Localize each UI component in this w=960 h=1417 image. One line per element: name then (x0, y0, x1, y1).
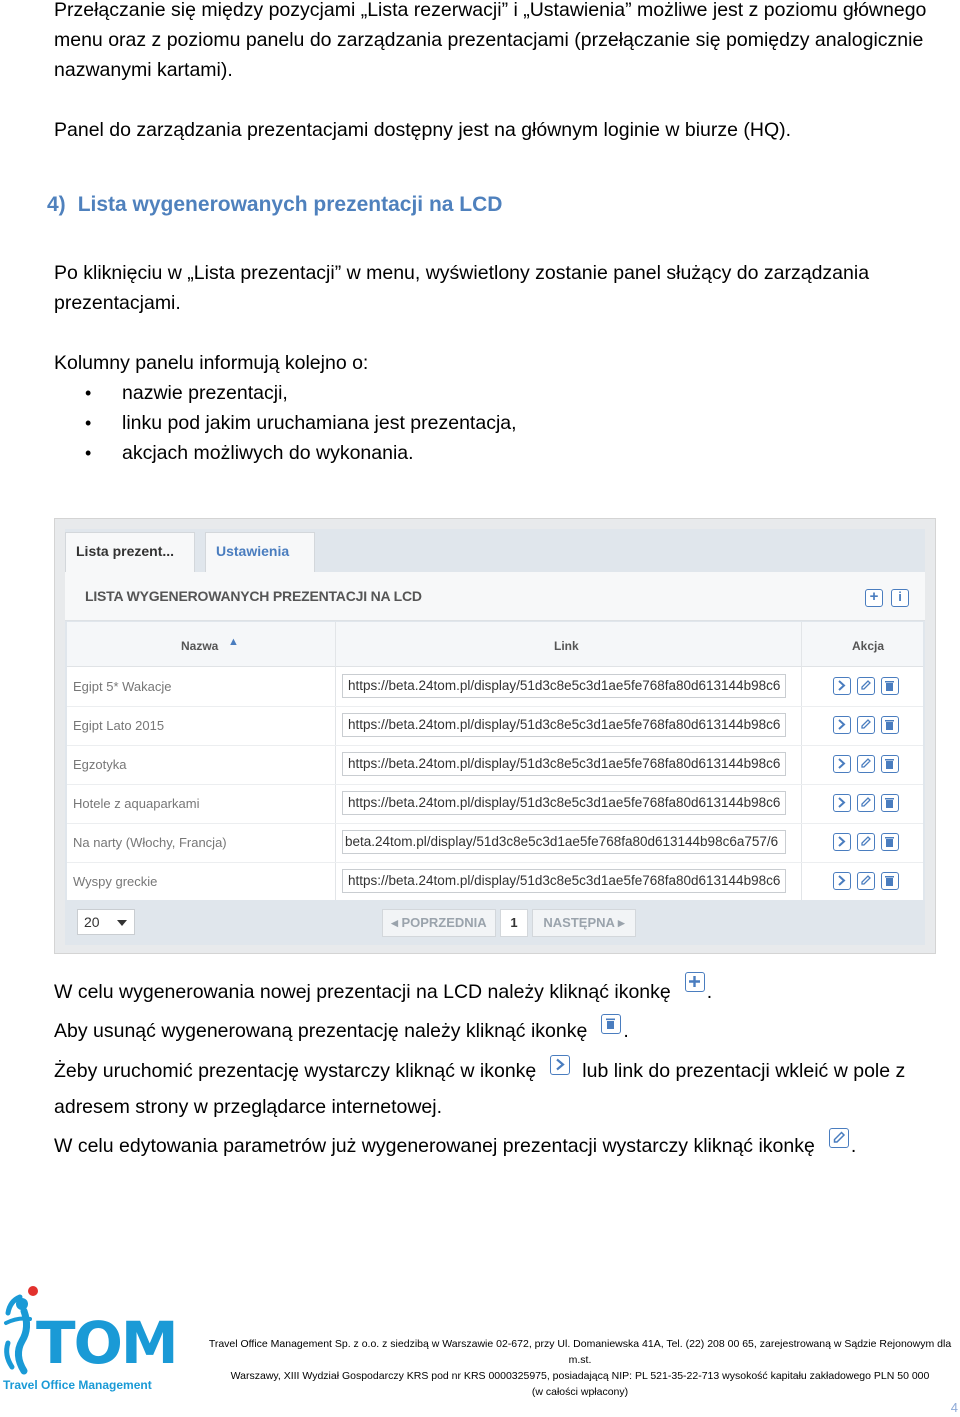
panel-header (65, 572, 925, 621)
instruction-text: . (706, 981, 713, 1003)
row-link-field[interactable]: https://beta.24tom.pl/display/51d3c8e5c3d1ae5fe768fa80d613144b98c6 (342, 791, 786, 815)
columns-list (54, 378, 517, 468)
run-icon[interactable] (833, 716, 851, 734)
edit-icon[interactable] (857, 872, 875, 890)
instruction-edit (54, 1131, 856, 1161)
panel-frame (65, 529, 925, 945)
add-icon[interactable]: + (865, 589, 883, 607)
chevron-right-icon: ▸ (614, 915, 625, 930)
table-row (67, 667, 923, 707)
run-icon[interactable] (833, 755, 851, 773)
list-item: • nazwie prezentacji, (54, 378, 517, 408)
instruction-run-continued: adresem strony w przeglądarce internetowej. (54, 1096, 443, 1118)
row-link-field[interactable]: beta.24tom.pl/display/51d3c8e5c3d1ae5fe768fa80d613144b98c6a757/6 (342, 830, 786, 854)
section-title: Lista wygenerowanych prezentacji na LCD (77, 193, 503, 216)
legal-line: Travel Office Management Sp. z o.o. z siedzibą w Warszawie 02-672, przy Ul. Domaniewska 41A, Tel. (22) 208 00 65, zarejestrowaną w Sądzie Rejonowym dla m.st. (208, 1338, 952, 1366)
edit-icon[interactable] (857, 755, 875, 773)
delete-icon[interactable] (881, 872, 899, 890)
instruction-text: . (623, 1020, 629, 1042)
list-item: • akcjach możliwych do wykonania. (54, 438, 517, 468)
run-icon[interactable] (833, 794, 851, 812)
next-page-label: NASTĘPNA (543, 915, 615, 930)
tab-settings[interactable]: Ustawienia (205, 532, 315, 572)
row-link-field[interactable]: https://beta.24tom.pl/display/51d3c8e5c3d1ae5fe768fa80d613144b98c6 (342, 752, 786, 776)
panel-title: LISTA WYGENEROWANYCH PREZENTACJI NA LCD (85, 588, 422, 604)
column-header-link: Link (554, 639, 579, 653)
table-header (67, 622, 923, 667)
delete-icon[interactable] (881, 833, 899, 851)
delete-icon[interactable] (881, 794, 899, 812)
delete-icon[interactable] (881, 716, 899, 734)
pagination-bar (65, 902, 925, 945)
section-heading (47, 193, 502, 217)
intro-paragraph-2: Panel do zarządzania prezentacjami dostępny jest na głównym loginie w biurze (HQ). (54, 119, 792, 141)
page-number: 4 (950, 1400, 958, 1415)
panel-screenshot (54, 518, 936, 954)
delete-icon[interactable] (881, 755, 899, 773)
instruction-text: W celu edytowania parametrów już wygenerowanej prezentacji wystarczy kliknąć ikonkę (54, 1135, 815, 1157)
table-row (67, 823, 923, 863)
instruction-text: W celu wygenerowania nowej prezentacji na LCD należy kliknąć ikonkę (54, 981, 671, 1003)
section-number: 4) (47, 193, 66, 216)
column-header-action: Akcja (852, 639, 885, 653)
chevron-left-icon: ◂ (391, 915, 402, 930)
intro-paragraph-1: Przełączanie się między pozycjami „Lista rezerwacji” i „Ustawienia” możliwe jest z poziomu głównego menu oraz z poziomu panelu do zarządzania prezentacjami (przełączanie się pomiędzy analogicznie nazwanymi kartami). (54, 0, 927, 81)
edit-icon[interactable] (857, 716, 875, 734)
table-row (67, 862, 923, 901)
legal-line: (w całości wpłacony) (531, 1386, 629, 1398)
logo-text: TOM (36, 1309, 177, 1377)
section-paragraph-1: Po kliknięciu w „Lista prezentacji” w menu, wyświetlony zostanie panel służący do zarządzania prezentacjami. (54, 262, 870, 314)
previous-page-label: POPRZEDNIA (401, 915, 487, 930)
company-legal-info (200, 1336, 960, 1400)
tom-logo (0, 1283, 177, 1393)
run-icon (550, 1055, 570, 1075)
instruction-text: . (850, 1135, 857, 1157)
run-icon[interactable] (833, 872, 851, 890)
table-row (67, 784, 923, 824)
add-icon (685, 972, 705, 992)
row-name: Egzotyka (73, 757, 127, 772)
row-name: Egipt Lato 2015 (73, 718, 165, 733)
row-name: Wyspy greckie (73, 874, 158, 889)
presentations-table (67, 622, 923, 900)
delete-icon[interactable] (881, 677, 899, 695)
row-name: Hotele z aquaparkami (73, 796, 200, 811)
row-link-field[interactable]: https://beta.24tom.pl/display/51d3c8e5c3d1ae5fe768fa80d613144b98c6 (342, 713, 786, 737)
tab-presentation-list[interactable]: Lista prezent... (65, 532, 195, 572)
edit-icon[interactable] (857, 833, 875, 851)
previous-page-button[interactable] (382, 909, 496, 937)
instruction-run (54, 1056, 905, 1086)
info-icon[interactable]: i (891, 589, 909, 607)
table-row (67, 706, 923, 746)
table-row (67, 745, 923, 785)
run-icon[interactable] (833, 677, 851, 695)
instruction-text: Żeby uruchomić prezentację wystarczy kliknąć w ikonkę (54, 1060, 537, 1082)
run-icon[interactable] (833, 833, 851, 851)
edit-icon[interactable] (857, 677, 875, 695)
column-header-name[interactable]: Nazwa (181, 639, 219, 653)
list-item: • linku pod jakim uruchamiana jest prezentacja, (54, 408, 517, 438)
row-name: Egipt 5* Wakacje (73, 679, 172, 694)
row-link-field[interactable]: https://beta.24tom.pl/display/51d3c8e5c3d1ae5fe768fa80d613144b98c6 (342, 869, 786, 893)
next-page-button[interactable] (532, 909, 636, 937)
legal-line: Warszawy, XIII Wydział Gospodarczy KRS pod nr KRS 0000325975, posiadającą NIP: PL 521-35-22-713 wysokość kapitału zakładowego PLN 50 000 (230, 1370, 930, 1382)
section-paragraph-2: Kolumny panelu informują kolejno o: (54, 352, 369, 374)
instruction-delete (54, 1016, 629, 1046)
row-name: Na narty (Włochy, Francja) (73, 835, 227, 850)
current-page-button[interactable]: 1 (500, 909, 528, 937)
page-size-value: 20 (84, 914, 100, 930)
row-link-field[interactable]: https://beta.24tom.pl/display/51d3c8e5c3d1ae5fe768fa80d613144b98c6 (342, 674, 786, 698)
edit-icon[interactable] (857, 794, 875, 812)
chevron-down-icon (117, 920, 127, 926)
sort-icon[interactable]: ▲ (228, 636, 239, 648)
instruction-add (54, 977, 712, 1007)
instruction-text: lub link do prezentacji wkleić w pole z (582, 1060, 906, 1082)
logo-subtitle: Travel Office Management (3, 1378, 152, 1392)
instruction-text: Aby usunąć wygenerowaną prezentację należy kliknąć ikonkę (54, 1020, 588, 1042)
delete-icon (601, 1014, 621, 1034)
page-size-select[interactable] (77, 909, 135, 935)
edit-icon (829, 1128, 849, 1148)
